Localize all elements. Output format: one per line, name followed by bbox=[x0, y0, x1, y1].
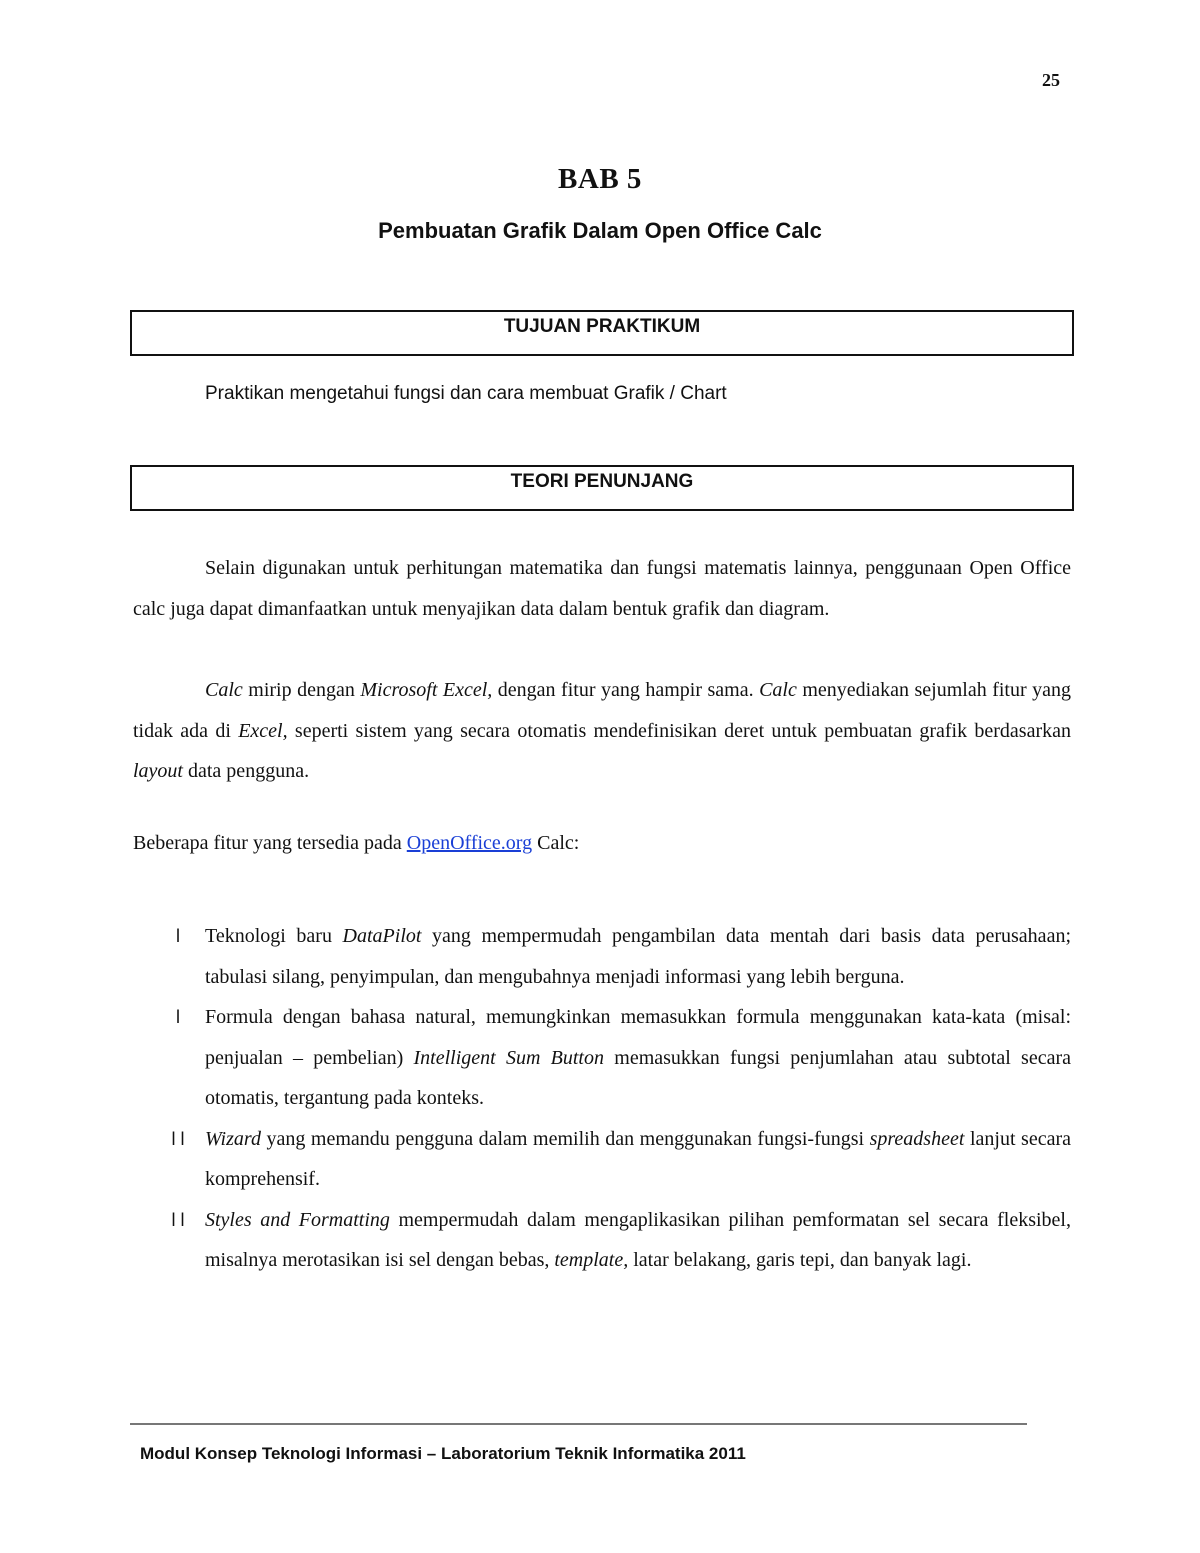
paragraph-text: data pengguna. bbox=[183, 760, 310, 782]
bullet-marker: l bbox=[176, 926, 180, 946]
list-item bbox=[160, 916, 1071, 997]
bullet-marker: l bbox=[176, 1007, 180, 1027]
features-intro-text: Calc: bbox=[532, 832, 580, 854]
feature-text: yang mempermudah pengambilan data mentah dari basis data perusahaan; tabulasi silang, penyimpulan, dan mengubahnya menjadi informasi yang lebih berguna. bbox=[205, 925, 1071, 988]
layout-term: layout bbox=[133, 760, 183, 782]
features-intro-text: Beberapa fitur yang tersedia pada bbox=[133, 832, 407, 854]
openoffice-link[interactable]: OpenOffice.org bbox=[406, 832, 533, 854]
feature-term: Wizard bbox=[205, 1127, 261, 1150]
feature-term: template, bbox=[554, 1249, 629, 1271]
paragraph-text: seperti sistem yang secara otomatis mendefinisikan deret untuk pembuatan grafik berdasarkan bbox=[287, 719, 1071, 742]
footer-text: Modul Konsep Teknologi Informasi – Laboratorium Teknik Informatika 2011 bbox=[140, 1444, 746, 1463]
feature-text: latar belakang, garis tepi, dan banyak lagi. bbox=[628, 1249, 972, 1271]
tujuan-text: Praktikan mengetahui fungsi dan cara membuat Grafik / Chart bbox=[205, 383, 727, 404]
feature-text: Formula dengan bahasa natural, memungkinkan memasukkan formula menggunakan kata-kata (misal: penjualan – pembelian) bbox=[205, 1006, 1071, 1069]
bullet-marker: l l bbox=[171, 1128, 185, 1149]
feature-text: memasukkan fungsi penjumlahan atau subtotal secara otomatis, tergantung pada konteks. bbox=[205, 1046, 1071, 1109]
feature-term: DataPilot bbox=[342, 925, 422, 947]
teori-heading-label: TEORI PENUNJANG bbox=[510, 471, 694, 492]
teori-paragraph-2 bbox=[133, 670, 1071, 792]
list-item bbox=[160, 1200, 1071, 1281]
paragraph-text: menyediakan sejumlah fitur yang tidak ada di bbox=[133, 679, 1072, 742]
page-number: 25 bbox=[1042, 70, 1060, 90]
feature-text: yang memandu pengguna dalam memilih dan menggunakan fungsi-fungsi bbox=[260, 1127, 870, 1150]
tujuan-heading-label: TUJUAN PRAKTIKUM bbox=[503, 316, 701, 337]
paragraph-text: mirip dengan bbox=[242, 679, 361, 701]
feature-text: mempermudah dalam mengaplikasikan pilihan pemformatan sel secara fleksibel, misalnya merotasikan isi sel dengan bebas, bbox=[205, 1208, 1071, 1271]
teori-penunjang-heading bbox=[130, 465, 1074, 511]
features-intro bbox=[133, 832, 1071, 855]
bullet-marker: l l bbox=[171, 1209, 185, 1230]
features-list bbox=[160, 916, 1071, 1281]
chapter-subtitle: Pembuatan Grafik Dalam Open Office Calc bbox=[378, 218, 822, 243]
feature-term: Intelligent Sum Button bbox=[413, 1046, 604, 1069]
feature-term: spreadsheet bbox=[869, 1127, 965, 1150]
feature-text: Teknologi baru bbox=[205, 925, 343, 947]
chapter-title: BAB 5 bbox=[558, 163, 642, 195]
microsoft-excel-term: Microsoft Excel, bbox=[360, 679, 493, 701]
feature-text: lanjut secara komprehensif. bbox=[205, 1127, 1071, 1190]
tujuan-praktikum-heading bbox=[130, 310, 1074, 356]
excel-term: Excel, bbox=[238, 719, 288, 742]
list-item bbox=[160, 1119, 1071, 1200]
calc-term: Calc bbox=[759, 679, 797, 701]
calc-term: Calc bbox=[205, 679, 243, 701]
footer-divider bbox=[130, 1423, 1027, 1425]
feature-term: Styles and Formatting bbox=[205, 1208, 390, 1231]
teori-paragraph-1: Selain digunakan untuk perhitungan matematika dan fungsi matematis lainnya, penggunaan Open Office calc juga dapat dimanfaatkan untuk menyajikan data dalam bentuk grafik dan diagram. bbox=[133, 557, 1071, 620]
paragraph-text: dengan fitur yang hampir sama. bbox=[492, 679, 760, 701]
list-item bbox=[160, 997, 1071, 1119]
